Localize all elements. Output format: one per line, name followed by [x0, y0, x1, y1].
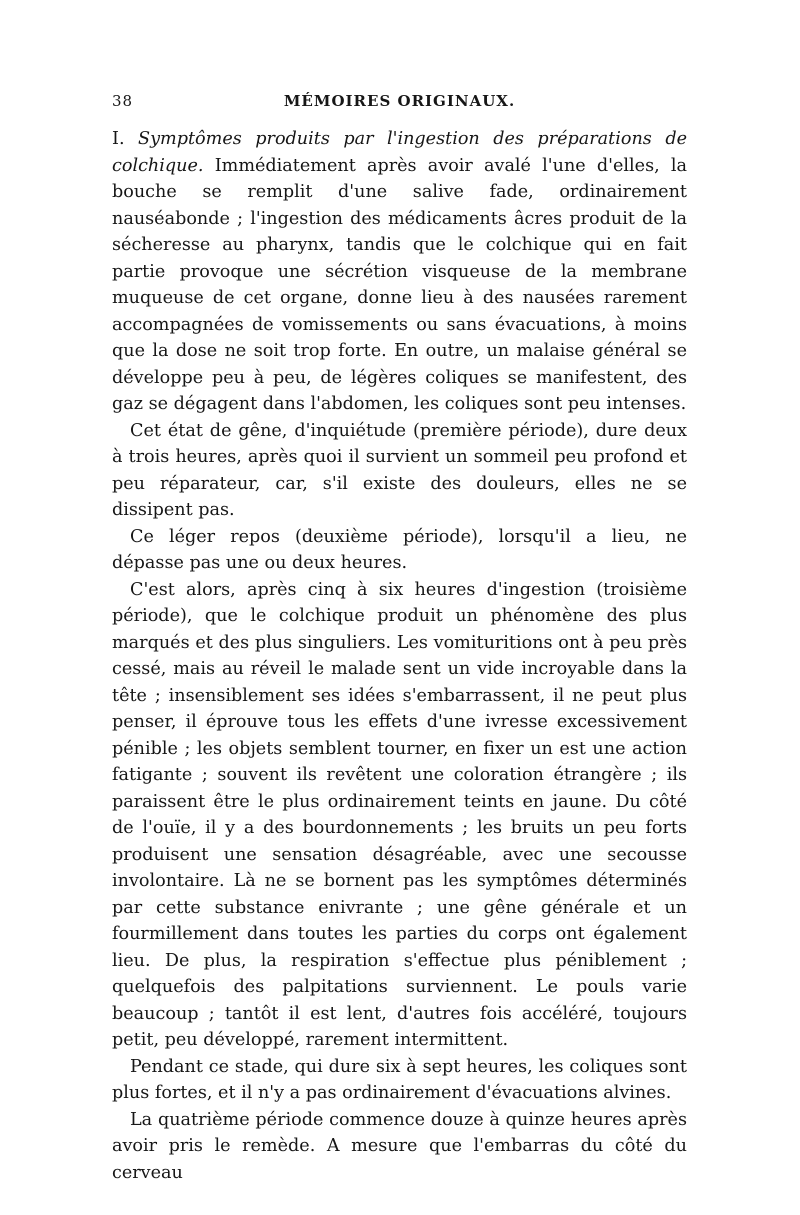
page-number: 38 [112, 92, 134, 110]
paragraph-5: Pendant ce stade, qui dure six à sept heures, les coliques sont plus fortes, et il n'y a pas ordinairement d'évacuations alvines. [112, 1056, 687, 1103]
paragraph-2: Cet état de gêne, d'inquiétude (première période), dure deux à trois heures, après quoi il survient un sommeil peu profond et peu réparateur, car, s'il existe des douleurs, elles ne se dissipent pas. [112, 420, 687, 520]
book-page [112, 92, 687, 1186]
body-text [112, 126, 687, 1186]
paragraph-6: La quatrième période commence douze à quinze heures après avoir pris le remède. A mesure que l'embarras du côté du cerveau [112, 1109, 687, 1183]
page-header-title: MÉMOIRES ORIGINAUX. [283, 92, 516, 110]
paragraph-3: Ce léger repos (deuxième période), lorsqu'il a lieu, ne dépasse pas une ou deux heures. [112, 526, 687, 573]
section-number: I. [112, 129, 125, 149]
paragraph-1-text: Immédiatement après avoir avalé l'une d'elles, la bouche se remplit d'une salive fade, ordinairement nauséabonde ; l'ingestion des médicaments âcres produit de la sécheresse au pharynx, tandis que le colchique qui en fait partie provoque une sécrétion visqueuse de la membrane muqueuse de cet organe, donne lieu à des nausées rarement accompagnées de vomissements ou sans évacuations, à moins que la dose ne soit trop forte. En outre, un malaise général se développe peu à peu, de légères coliques se manifestent, des gaz se dégagent dans l'abdomen, les coliques sont peu intenses. [112, 155, 687, 414]
paragraph-1 [112, 126, 687, 418]
section-title: Symptômes produits par l'ingestion des préparations de colchique. [112, 129, 687, 176]
running-head [112, 92, 687, 120]
paragraph-4: C'est alors, après cinq à six heures d'ingestion (troisième période), que le colchique produit un phénomène des plus marqués et des plus singuliers. Les vomituritions ont à peu près cessé, mais au réveil le malade sent un vide incroyable dans la tête ; insensiblement ses idées s'embarrassent, il ne peut plus penser, il éprouve tous les effets d'une ivresse excessivement pénible ; les objets semblent tourner, en fixer un est une action fatigante ; souvent ils revêtent une coloration étrangère ; ils paraissent être le plus ordinairement teints en jaune. Du côté de l'ouïe, il y a des bourdonnements ; les bruits un peu forts produisent une sensation désagréable, avec une secousse involontaire. Là ne se bornent pas les symptômes déterminés par cette substance enivrante ; une gêne générale et un fourmillement dans toutes les parties du corps ont également lieu. De plus, la respiration s'effectue plus péniblement ; quelquefois des palpitations surviennent. Le pouls varie beaucoup ; tantôt il est lent, d'autres fois accéléré, toujours petit, peu développé, rarement intermittent. [112, 579, 687, 1050]
